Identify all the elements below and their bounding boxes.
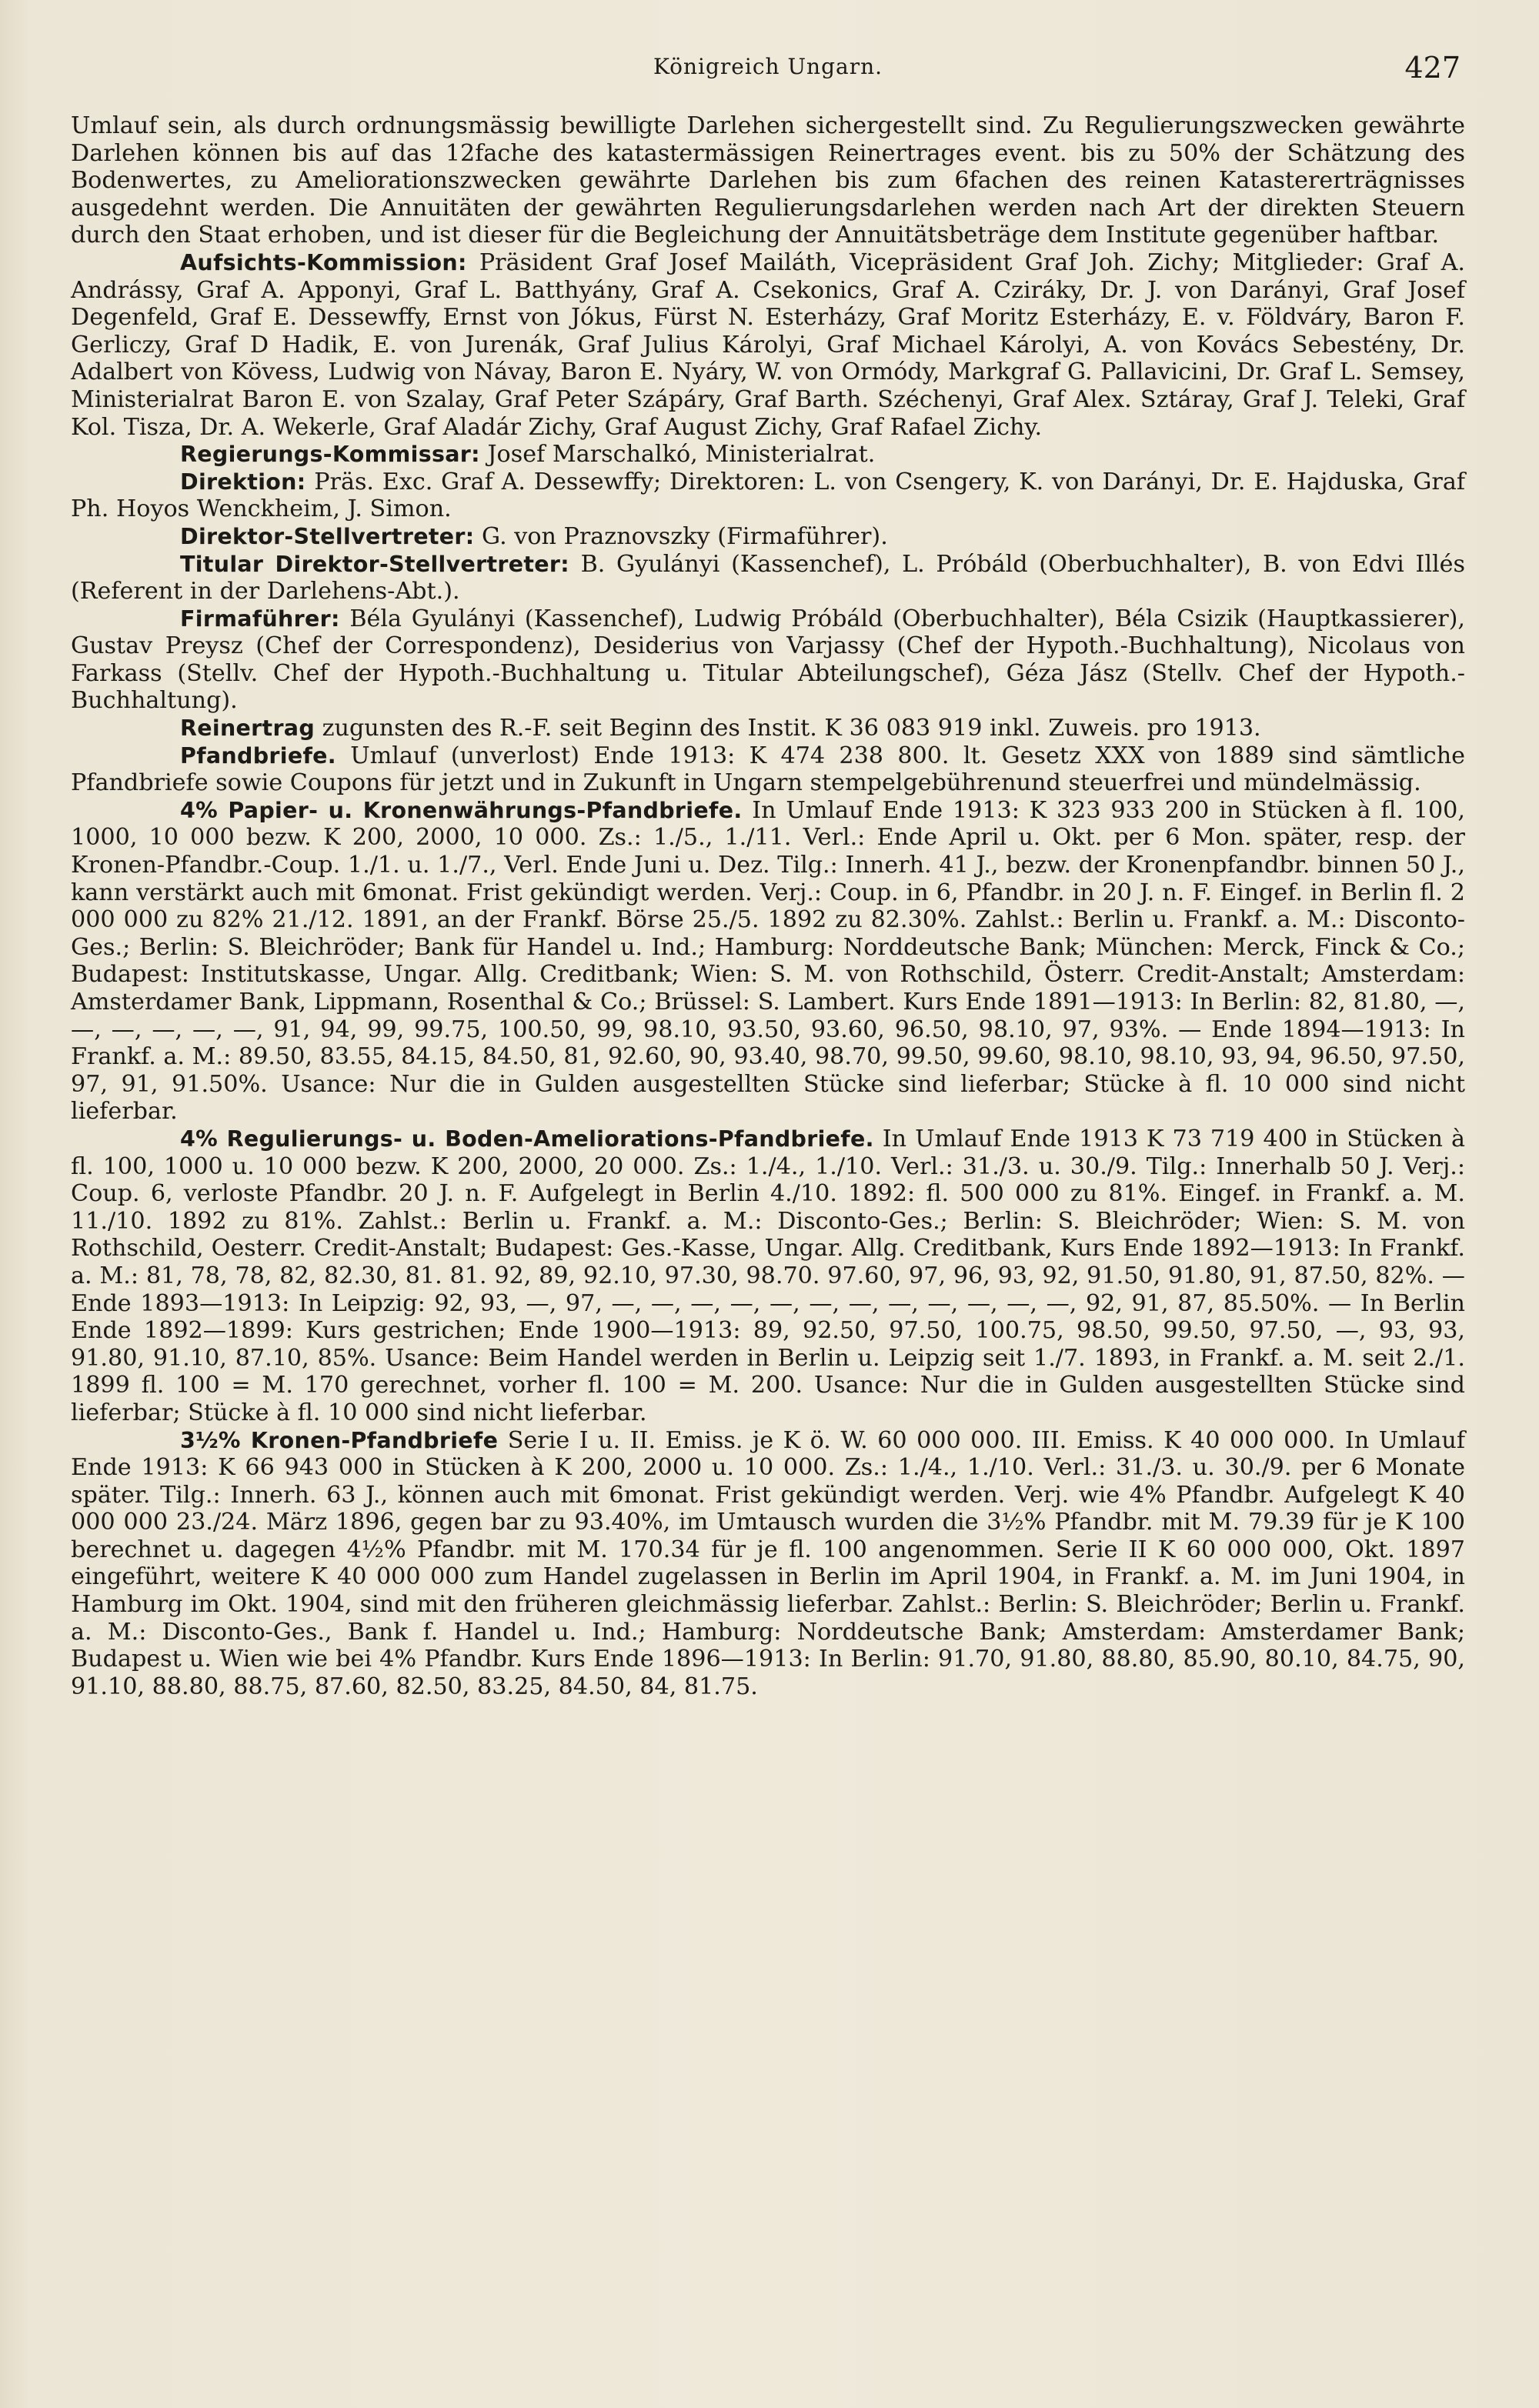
paragraph-text: Präs. Exc. Graf A. Dessewffy; Direktoren: L. von Csengery, K. von Darányi, Dr. E. Hajduska, Graf Ph. Hoyos Wenckheim, J. Simon. <box>71 468 1465 523</box>
paragraph-aufsichts-kommission <box>71 249 1465 441</box>
section-heading: Regierungs-Kommissar: <box>180 442 480 468</box>
section-heading: 4% Regulierungs- u. Boden-Ameliorations-Pfandbriefe. <box>180 1126 874 1152</box>
page-number: 427 <box>1404 51 1461 85</box>
paragraph-3-5pct-kronen-pfandbriefe <box>71 1427 1465 1701</box>
running-head <box>71 49 1465 95</box>
section-heading: Pfandbriefe. <box>180 742 336 769</box>
section-heading: 3½% Kronen-Pfandbriefe <box>180 1427 499 1453</box>
section-heading: Reinertrag <box>180 715 315 742</box>
section-heading: Aufsichts-Kommission: <box>180 249 467 275</box>
paragraph-text: zugunsten des R.-F. seit Beginn des Instit. K 36 083 919 inkl. Zuweis. pro 1913. <box>315 715 1261 742</box>
paragraph-text: Umlauf sein, als durch ordnungsmässig bewilligte Darlehen sichergestellt sind. Zu Regulierungszwecken gewährte Darlehen können bis auf das 12fache des katastermässigen Reinertrages event. bis zu 50% der Schätzung des Bodenwertes, zu Ameliorationszwecken gewährte Darlehen bis zum 6fachen des reinen Katastererträgnisses ausgedehnt werden. Die Annuitäten der gewährten Regulierungsdarlehen werden nach Art der direkten Steuern durch den Staat erhoben, und ist dieser für die Begleichung der Annuitätsbeträge dem Institute gegenüber haftbar. <box>71 112 1465 249</box>
paragraph-text: Béla Gyulányi (Kassenchef), Ludwig Próbáld (Oberbuchhalter), Béla Csizik (Hauptkassierer), Gustav Preysz (Chef der Correspondenz), Desiderius von Varjassy (Chef der Hypoth.-Buchhaltung), Nicolaus von Farkass (Stellv. Chef der Hypoth.-Buchhaltung u. Titular Abteilungschef), Géza Jász (Stellv. Chef der Hypoth.-Buchhaltung). <box>71 605 1465 715</box>
paragraph-text: B. Gyulányi (Kassenchef), L. Próbáld (Oberbuchhalter), B. von Edvi Illés (Referent in der Darlehens-Abt.). <box>71 550 1465 605</box>
paragraph-direktion <box>71 469 1465 523</box>
paragraph-text: In Umlauf Ende 1913 K 73 719 400 in Stücken à fl. 100, 1000 u. 10 000 bezw. K 200, 2000, 20 000. Zs.: 1./4., 1./10. Verl.: 31./3. u. 30./9. Tilg.: Innerhalb 50 J. Verj.: Coup. 6, verloste Pfandbr. 20 J. n. F. Aufgelegt in Berlin 4./10. 1892: fl. 500 000 zu 81%. Eingef. in Frankf. a. M. 11./10. 1892 zu 81%. Zahlst.: Berlin u. Frankf. a. M.: Disconto-Ges.; Berlin: S. Bleichröder; Wien: S. M. von Rothschild, Oesterr. Credit-Anstalt; Budapest: Ges.-Kasse, Ungar. Allg. Creditbank, Kurs Ende 1892—1913: In Frankf. a. M.: 81, 78, 78, 82, 82.30, 81. 81. 92, 89, 92.10, 97.30, 98.70. 97.60, 97, 96, 93, 92, 91.50, 91.80, 91, 87.50, 82%. — Ende 1893—1913: In Leipzig: 92, 93, —, 97, —, —, —, —, —, —, —, —, —, —, —, —, 92, 91, 87, 85.50%. — In Berlin Ende 1892—1899: Kurs gestrichen; Ende 1900—1913: 89, 92.50, 97.50, 100.75, 98.50, 99.50, 97.50, —, 93, 93, 91.80, 91.10, 87.10, 85%. Usance: Beim Handel werden in Berlin u. Leipzig seit 1./7. 1893, in Frankf. a. M. seit 2./1. 1899 fl. 100 = M. 170 gerechnet, vorher fl. 100 = M. 200. Usance: Nur die in Gulden ausgestellten Stücke sind lieferbar; Stücke à fl. 10 000 sind nicht lieferbar. <box>71 1125 1465 1426</box>
paragraph-text: In Umlauf Ende 1913: K 323 933 200 in Stücken à fl. 100, 1000, 10 000 bezw. K 200, 2000, 10 000. Zs.: 1./5., 1./11. Verl.: Ende April u. Okt. per 6 Mon. später, resp. der Kronen-Pfandbr.-Coup. 1./1. u. 1./7., Verl. Ende Juni u. Dez. Tilg.: Innerh. 41 J., bezw. der Kronenpfandbr. binnen 50 J., kann verstärkt auch mit 6monat. Frist gekündigt werden. Verj.: Coup. in 6, Pfandbr. in 20 J. n. F. Eingef. in Berlin fl. 2 000 000 zu 82% 21./12. 1891, an der Frankf. Börse 25./5. 1892 zu 82.30%. Zahlst.: Berlin u. Frankf. a. M.: Disconto-Ges.; Berlin: S. Bleichröder; Bank für Handel u. Ind.; Hamburg: Norddeutsche Bank; München: Merck, Finck & Co.; Budapest: Institutskasse, Ungar. Allg. Creditbank; Wien: S. M. von Rothschild, Österr. Credit-Anstalt; Amsterdam: Amsterdamer Bank, Lippmann, Rosenthal & Co.; Brüssel: S. Lambert. Kurs Ende 1891—1913: In Berlin: 82, 81.80, —, —, —, —, —, —, 91, 94, 99, 99.75, 100.50, 99, 98.10, 93.50, 93.60, 96.50, 98.10, 97, 93%. — Ende 1894—1913: In Frankf. a. M.: 89.50, 83.55, 84.15, 84.50, 81, 92.60, 90, 93.40, 98.70, 99.50, 99.60, 98.10, 98.10, 93, 94, 96.50, 97.50, 97, 91, 91.50%. Usance: Nur die in Gulden ausgestellten Stücke sind lieferbar; Stücke à fl. 10 000 sind nicht lieferbar. <box>71 796 1465 1126</box>
paragraph-text: Serie I u. II. Emiss. je K ö. W. 60 000 000. III. Emiss. K 40 000 000. In Umlauf Ende 1913: K 66 943 000 in Stücken à K 200, 2000 u. 10 000. Zs.: 1./4., 1./10. Verl.: 31./3. u. 30./9. per 6 Monate später. Tilg.: Innerh. 63 J., können auch mit 6monat. Frist gekündigt werden. Verj. wie 4% Pfandbr. Aufgelegt K 40 000 000 23./24. März 1896, gegen bar zu 93.40%, im Umtausch wurden die 3½% Pfandbr. mit M. 79.39 für je K 100 berechnet u. dagegen 4½% Pfandbr. mit M. 170.34 für je fl. 100 angenommen. Serie II K 60 000 000, Okt. 1897 eingeführt, weitere K 40 000 000 zum Handel zugelassen in Berlin im April 1904, in Frankf. a. M. im Juni 1904, in Hamburg im Okt. 1904, sind mit den früheren gleichmässig lieferbar. Zahlst.: Berlin: S. Bleichröder; Berlin u. Frankf. a. M.: Disconto-Ges., Bank f. Handel u. Ind.; Hamburg: Norddeutsche Bank; Amsterdam: Amsterdamer Bank; Budapest u. Wien wie bei 4% Pfandbr. Kurs Ende 1896—1913: In Berlin: 91.70, 91.80, 88.80, 85.90, 80.10, 84.75, 90, 91.10, 88.80, 88.75, 87.60, 82.50, 83.25, 84.50, 84, 81.75. <box>71 1426 1465 1700</box>
paragraph-pfandbriefe <box>71 742 1465 797</box>
paragraph-firmafuehrer <box>71 605 1465 715</box>
paragraph-4pct-regulierungs-pfandbriefe <box>71 1126 1465 1427</box>
running-title: Königreich Ungarn. <box>653 54 883 79</box>
paragraph-text: G. von Praznovszky (Firmaführer). <box>474 522 888 550</box>
paragraph-text: Präsident Graf Josef Mailáth, Vicepräsident Graf Joh. Zichy; Mitglieder: Graf A. Andrássy, Graf A. Apponyi, Graf L. Batthyány, Graf A. Csekonics, Graf A. Cziráky, Dr. J. von Darányi, Graf Josef Degenfeld, Graf E. Dessewffy, Ernst von Jókus, Fürst N. Esterházy, Graf Moritz Esterházy, E. v. Földváry, Baron F. Gerliczy, Graf D Hadik, E. von Jurenák, Graf Julius Károlyi, Graf Michael Károlyi, A. von Kovács Sebestény, Dr. Adalbert von Kövess, Ludwig von Návay, Baron E. Nyáry, W. von Ormódy, Markgraf G. Pallavicini, Dr. Graf L. Semsey, Ministerialrat Baron E. von Szalay, Graf Peter Szápáry, Graf Barth. Széchenyi, Graf Alex. Sztáray, Graf J. Teleki, Graf Kol. Tisza, Dr. A. Wekerle, Graf Aladár Zichy, Graf August Zichy, Graf Rafael Zichy. <box>71 248 1465 441</box>
section-heading: Titular Direktor-Stellvertreter: <box>180 551 569 577</box>
section-heading: Firmaführer: <box>180 605 340 632</box>
body-text <box>71 112 1465 1700</box>
paragraph-reinertrag <box>71 715 1465 742</box>
paragraph-umlauf <box>71 112 1465 249</box>
paragraph-titular-direktor-stellvertreter <box>71 551 1465 605</box>
section-heading: Direktion: <box>180 469 306 495</box>
section-heading: 4% Papier- u. Kronenwährungs-Pfandbriefe. <box>180 797 743 823</box>
paragraph-direktor-stellvertreter <box>71 523 1465 551</box>
paragraph-regierungs-kommissar <box>71 441 1465 469</box>
paragraph-text: Josef Marschalkó, Ministerialrat. <box>479 441 876 469</box>
paragraph-text: Umlauf (unverlost) Ende 1913: K 474 238 800. lt. Gesetz XXX von 1889 sind sämtliche Pfandbriefe sowie Coupons für jetzt und in Zukunft in Ungarn stempelgebührenund steuerfrei und mündelmässig. <box>71 742 1465 797</box>
paragraph-4pct-papier-kronen-pfandbriefe <box>71 797 1465 1126</box>
section-heading: Direktor-Stellvertreter: <box>180 523 475 549</box>
